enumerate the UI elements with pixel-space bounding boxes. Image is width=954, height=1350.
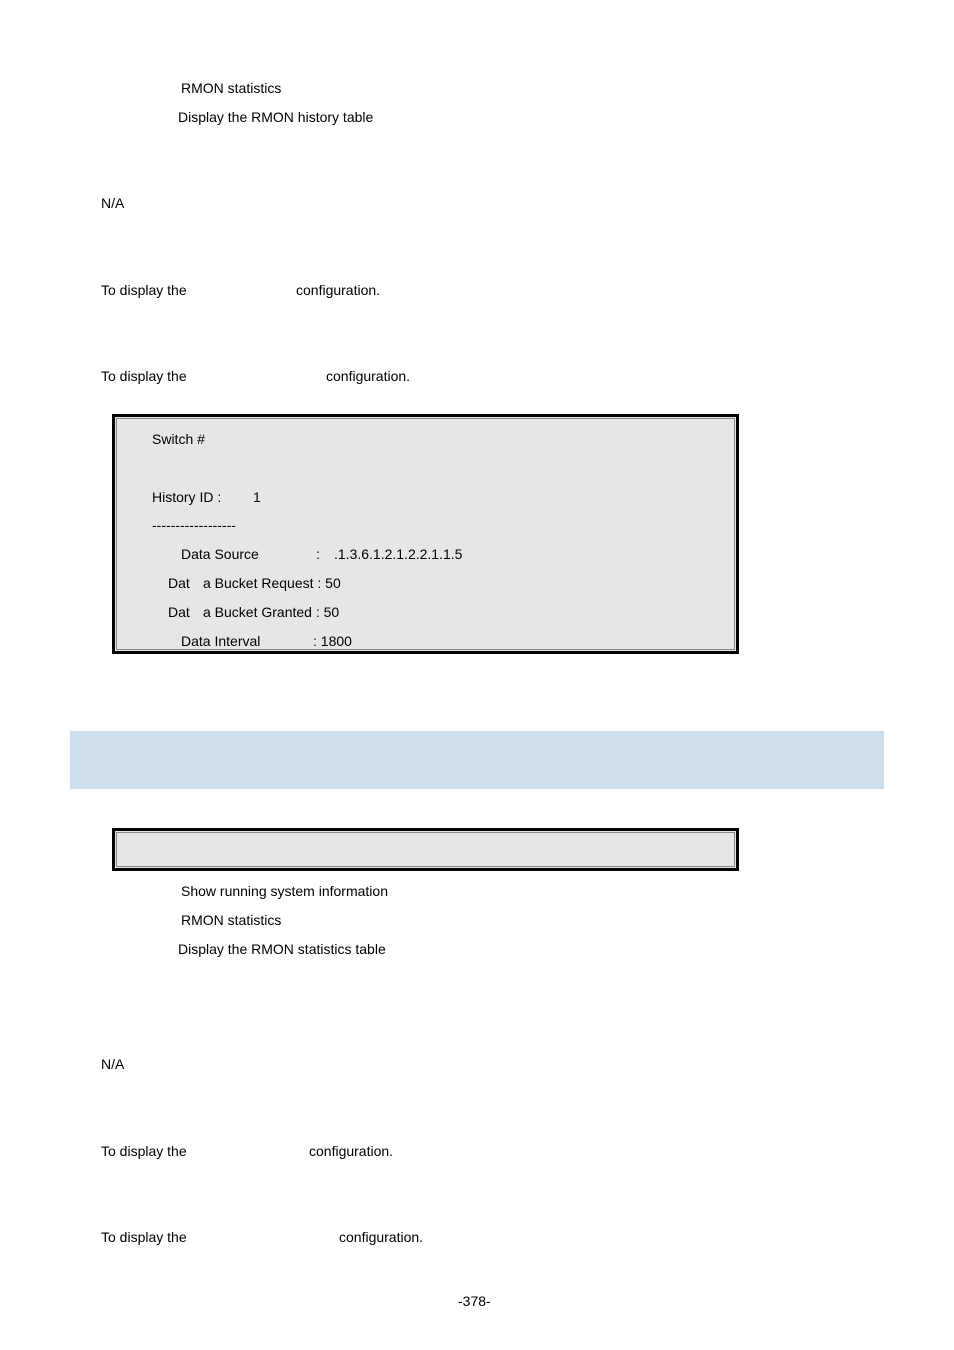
default-value-2: N/A <box>101 1056 125 1072</box>
separator-line: ------------------ <box>152 517 236 533</box>
usage4-suffix: configuration. <box>339 1229 424 1245</box>
usage2-prefix: To display the <box>101 368 187 384</box>
command-syntax-box <box>112 828 739 871</box>
param-statistics: Display the RMON statistics table <box>178 941 386 957</box>
section-heading-band <box>70 731 884 789</box>
history-id-label: History ID : <box>152 489 222 505</box>
bucket-granted-text: a Bucket Granted : 50 <box>203 604 340 620</box>
usage3-prefix: To display the <box>101 1143 187 1159</box>
bucket-request-prefix: Dat <box>168 575 190 591</box>
history-id-value: 1 <box>253 489 261 505</box>
page-number: -378- <box>458 1293 491 1309</box>
param-rmon-2: RMON statistics <box>181 912 282 928</box>
param-rmon: RMON statistics <box>181 80 282 96</box>
bucket-granted-prefix: Dat <box>168 604 190 620</box>
data-interval-label: Data Interval <box>181 633 261 649</box>
param-history: Display the RMON history table <box>178 109 374 125</box>
data-source-value: .1.3.6.1.2.1.2.2.1.1.5 <box>334 546 463 562</box>
data-source-colon: : <box>316 546 320 562</box>
bucket-request-text: a Bucket Request : 50 <box>203 575 341 591</box>
usage3-suffix: configuration. <box>309 1143 394 1159</box>
cli-prompt: Switch # <box>152 431 205 447</box>
default-value: N/A <box>101 195 125 211</box>
param-show: Show running system information <box>181 883 388 899</box>
usage2-suffix: configuration. <box>326 368 411 384</box>
usage1-prefix: To display the <box>101 282 187 298</box>
usage4-prefix: To display the <box>101 1229 187 1245</box>
usage1-suffix: configuration. <box>296 282 381 298</box>
data-interval-value: : 1800 <box>313 633 352 649</box>
data-source-label: Data Source <box>181 546 259 562</box>
